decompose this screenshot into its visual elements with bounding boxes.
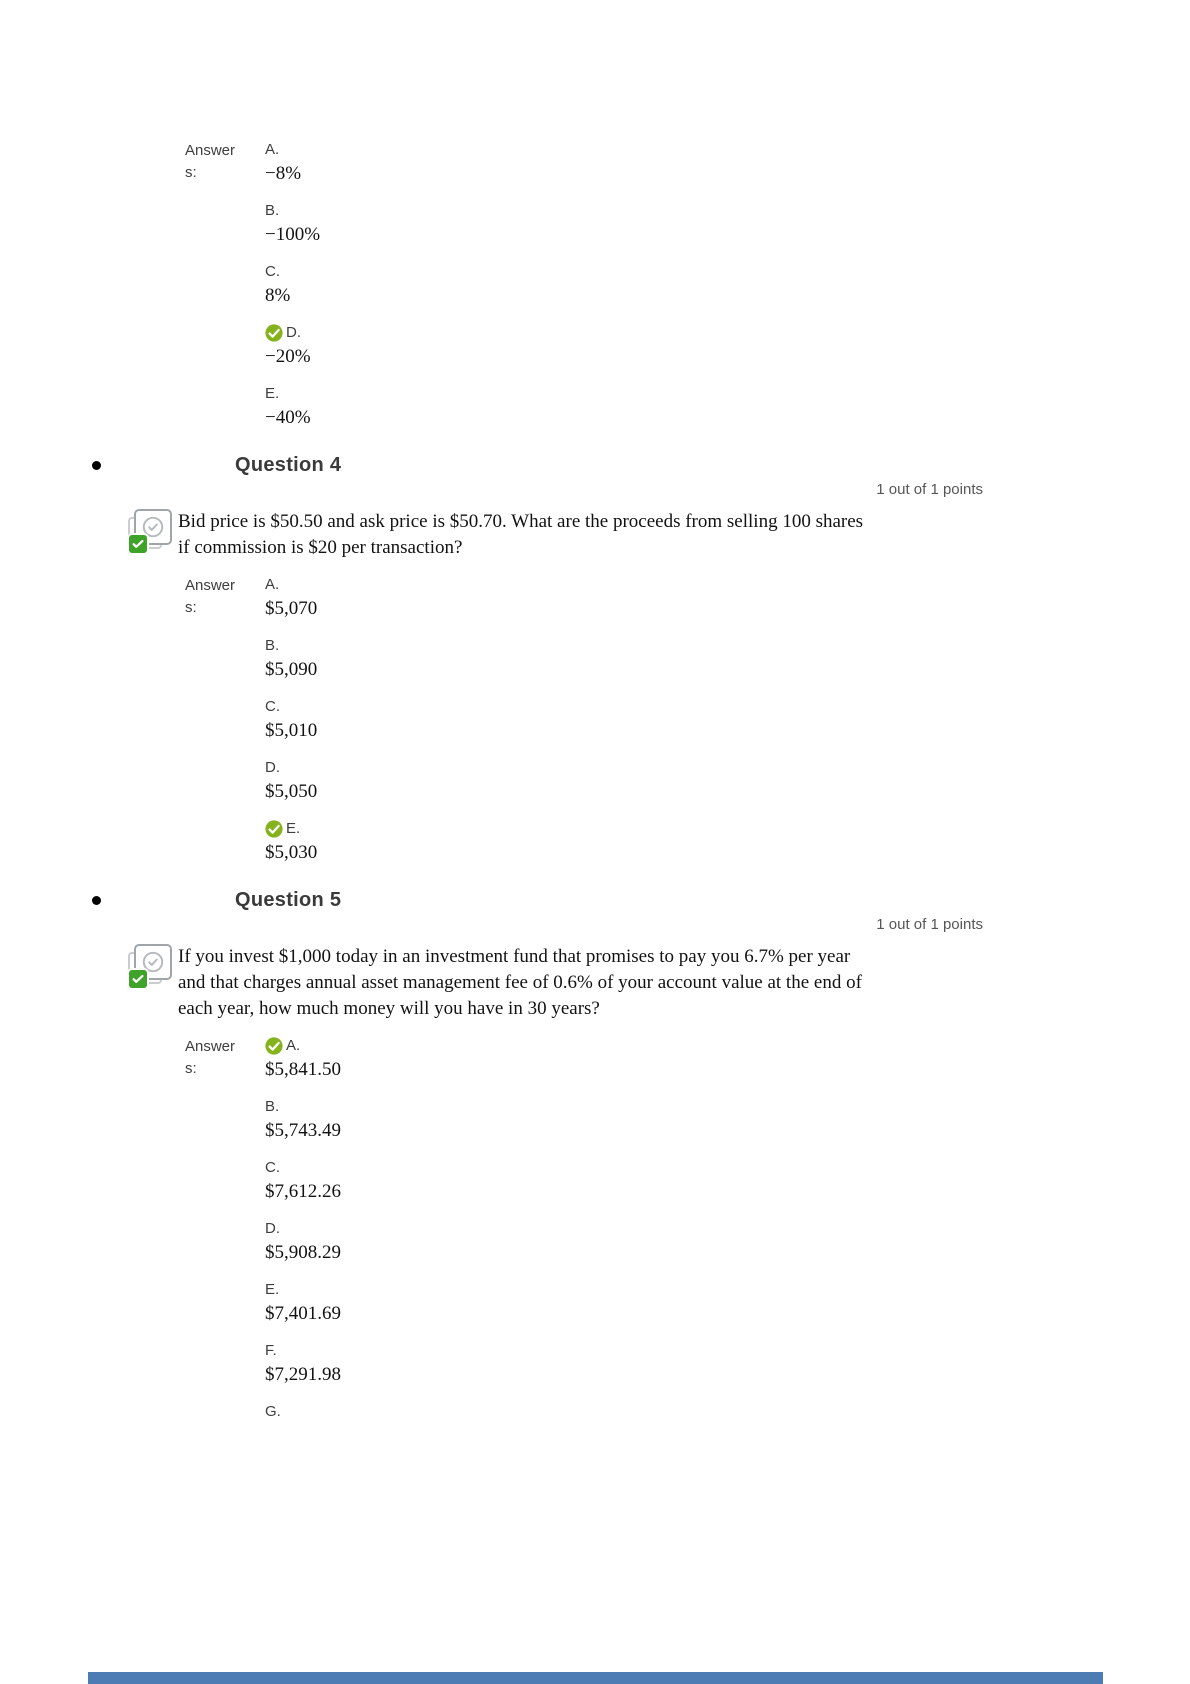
answer-option xyxy=(265,384,320,429)
answer-option xyxy=(265,1158,341,1203)
answer-option xyxy=(265,636,317,681)
option-letter-text: B. xyxy=(265,1098,280,1115)
option-value: $5,070 xyxy=(265,598,318,619)
question-title: Question 4 xyxy=(235,454,342,476)
option-value: $5,010 xyxy=(265,720,318,741)
option-letter xyxy=(265,1158,341,1178)
answer-options-list xyxy=(265,140,320,445)
option-value: $5,050 xyxy=(265,781,318,802)
correct-badge-icon xyxy=(127,533,149,555)
option-letter-text: C. xyxy=(265,1159,280,1176)
question-correct-status-icon xyxy=(128,509,178,557)
option-letter-text: D. xyxy=(265,759,280,776)
answer-option xyxy=(265,575,317,620)
answer-option xyxy=(265,262,320,307)
option-letter-text: G. xyxy=(265,1403,281,1420)
option-letter-text: E. xyxy=(286,820,301,837)
option-letter-text: E. xyxy=(265,1281,280,1298)
answer-option xyxy=(265,1402,341,1447)
question-text: Bid price is $50.50 and ask price is $50.70. What are the proceeds from selling 100 shares if commission is $20 per transaction? xyxy=(178,511,864,558)
option-letter xyxy=(265,575,317,595)
option-value: $5,908.29 xyxy=(265,1242,341,1263)
option-letter xyxy=(265,201,320,221)
option-letter-text: C. xyxy=(265,698,280,715)
answer-option xyxy=(265,1097,341,1142)
question-points: 1 out of 1 points xyxy=(876,916,983,933)
option-letter xyxy=(265,140,320,160)
option-value: $5,841.50 xyxy=(265,1059,341,1080)
list-bullet-icon xyxy=(92,461,101,470)
option-value xyxy=(265,1425,341,1447)
option-letter xyxy=(265,636,317,656)
question-correct-status-icon xyxy=(128,944,178,992)
answer-option-correct xyxy=(265,323,320,368)
correct-badge-icon xyxy=(127,968,149,990)
option-letter xyxy=(265,1402,341,1422)
correct-check-icon xyxy=(265,1037,283,1055)
answer-option xyxy=(265,1219,341,1264)
option-letter xyxy=(265,1280,341,1300)
answers-label: Answers: xyxy=(185,1038,236,1077)
answer-option xyxy=(265,1341,341,1386)
answer-option xyxy=(265,201,320,246)
option-letter-text: B. xyxy=(265,202,280,219)
question-text: If you invest $1,000 today in an investment fund that promises to pay you 6.7% per year and that charges annual asset management fee of 0.6% of your account value at the end of each year, how much money will you have in 30 years? xyxy=(178,946,862,1019)
answer-option-correct xyxy=(265,819,317,864)
option-letter xyxy=(265,323,320,343)
option-letter xyxy=(265,384,320,404)
footer-bar xyxy=(88,1672,1103,1684)
option-value: $5,090 xyxy=(265,659,318,680)
option-letter xyxy=(265,1097,341,1117)
answers-label: Answers: xyxy=(185,142,236,181)
question-points: 1 out of 1 points xyxy=(876,481,983,498)
option-letter-text: B. xyxy=(265,637,280,654)
previous-question-answers xyxy=(0,140,1190,445)
option-letter-text: D. xyxy=(286,324,301,341)
option-letter-text: A. xyxy=(286,1037,301,1054)
answer-option xyxy=(265,140,320,185)
option-value: −8% xyxy=(265,163,302,184)
option-value: −100% xyxy=(265,224,321,245)
option-value: $7,401.69 xyxy=(265,1303,341,1324)
option-letter xyxy=(265,1341,341,1361)
question-5 xyxy=(0,888,1190,1463)
answer-options-list xyxy=(265,1036,341,1463)
correct-check-icon xyxy=(265,324,283,342)
list-bullet-icon xyxy=(92,896,101,905)
option-letter xyxy=(265,1036,341,1056)
option-letter xyxy=(265,697,317,717)
option-value: −20% xyxy=(265,346,311,367)
option-letter xyxy=(265,819,317,839)
option-value: $5,030 xyxy=(265,842,318,863)
answer-option xyxy=(265,758,317,803)
option-letter-text: E. xyxy=(265,385,280,402)
option-letter-text: D. xyxy=(265,1220,280,1237)
option-letter-text: F. xyxy=(265,1342,277,1359)
option-letter xyxy=(265,262,320,282)
option-letter-text: C. xyxy=(265,263,280,280)
option-letter xyxy=(265,758,317,778)
answer-option xyxy=(265,697,317,742)
question-4 xyxy=(0,453,1190,880)
option-value: $7,291.98 xyxy=(265,1364,341,1385)
correct-check-icon xyxy=(265,820,283,838)
option-letter-text: A. xyxy=(265,576,280,593)
answer-option-correct xyxy=(265,1036,341,1081)
option-value: $5,743.49 xyxy=(265,1120,341,1141)
option-value: $7,612.26 xyxy=(265,1181,341,1202)
option-letter xyxy=(265,1219,341,1239)
option-letter-text: A. xyxy=(265,141,280,158)
option-value: −40% xyxy=(265,407,311,428)
question-title: Question 5 xyxy=(235,889,342,911)
answer-options-list xyxy=(265,575,317,880)
option-value: 8% xyxy=(265,285,291,306)
answers-label: Answers: xyxy=(185,577,236,616)
answer-option xyxy=(265,1280,341,1325)
